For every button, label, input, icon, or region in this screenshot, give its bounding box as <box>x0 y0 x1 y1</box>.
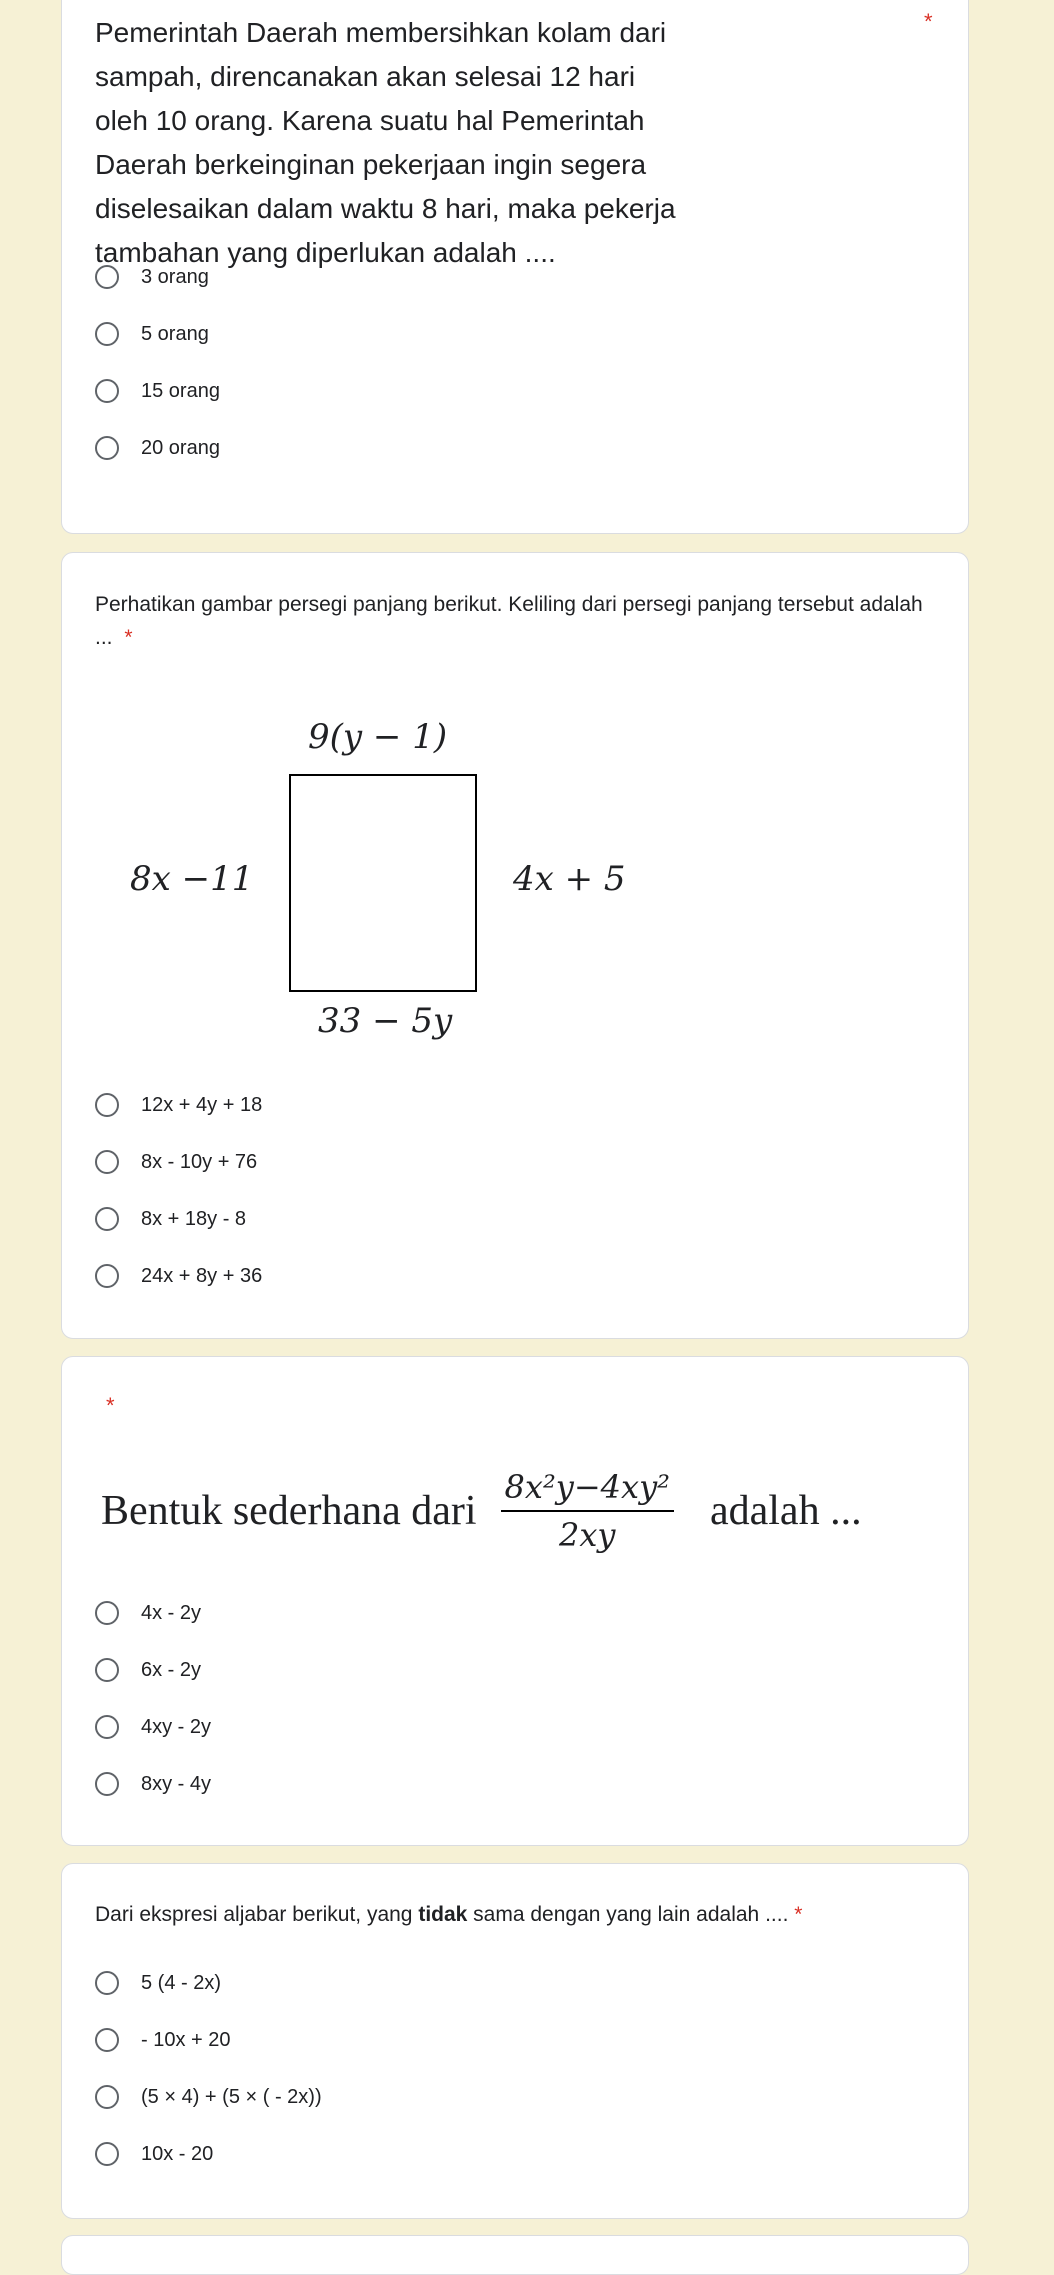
radio-button[interactable] <box>95 436 119 460</box>
option-d[interactable] <box>95 1256 262 1296</box>
option-15-orang[interactable] <box>95 371 220 411</box>
question-card-5 <box>61 2235 969 2275</box>
figure-bottom-label: 33 − 5y <box>318 1001 453 1041</box>
option-a[interactable] <box>95 1963 221 2003</box>
fraction <box>501 1468 674 1554</box>
radio-button[interactable] <box>95 1264 119 1288</box>
option-label: 8x + 18y - 8 <box>141 1207 247 1230</box>
question-card-2 <box>61 552 969 1339</box>
radio-button[interactable] <box>95 265 119 289</box>
option-c[interactable] <box>95 1199 246 1239</box>
question-3-text <box>101 1463 862 1559</box>
option-label: 4x - 2y <box>141 1601 202 1624</box>
rectangle-shape <box>289 774 477 992</box>
option-d[interactable] <box>95 1764 211 1804</box>
option-label: 3 orang <box>141 265 209 288</box>
radio-button[interactable] <box>95 322 119 346</box>
option-label: 24x + 8y + 36 <box>141 1264 263 1287</box>
question-3-prefix: Bentuk sederhana dari <box>101 1488 477 1534</box>
question-4-text <box>95 1898 955 1931</box>
option-b[interactable] <box>95 1650 201 1690</box>
fraction-denominator: 2xy <box>559 1516 616 1554</box>
radio-button[interactable] <box>95 379 119 403</box>
option-label: - 10x + 20 <box>141 2028 231 2051</box>
question-card-3 <box>61 1356 969 1846</box>
radio-button[interactable] <box>95 1658 119 1682</box>
figure-left-label: 8x −11 <box>130 859 254 899</box>
question-4-emphasis: tidak <box>418 1903 468 1926</box>
radio-button[interactable] <box>95 2142 119 2166</box>
radio-button[interactable] <box>95 1715 119 1739</box>
option-3-orang[interactable] <box>95 257 209 297</box>
option-label: 10x - 20 <box>141 2142 214 2165</box>
option-a[interactable] <box>95 1085 262 1125</box>
option-5-orang[interactable] <box>95 314 209 354</box>
radio-button[interactable] <box>95 1971 119 1995</box>
figure-right-label: 4x + 5 <box>513 859 626 899</box>
question-3-suffix: adalah ... <box>709 1488 862 1534</box>
radio-button[interactable] <box>95 1207 119 1231</box>
option-20-orang[interactable] <box>95 428 220 468</box>
question-1-text: Pemerintah Daerah membersihkan kolam dari sampah, direncanakan akan selesai 12 hari oleh 10 orang. Karena suatu hal Pemerintah Daerah berkeinginan pekerjaan ingin segera diselesaikan dalam waktu 8 hari, maka pekerja tambahan yang diperlukan adalah .... <box>95 17 676 268</box>
required-asterisk: * <box>794 1903 803 1926</box>
option-label: 15 orang <box>141 379 220 402</box>
option-c[interactable] <box>95 1707 211 1747</box>
option-label: 5 orang <box>141 322 209 345</box>
option-b[interactable] <box>95 2020 231 2060</box>
option-label: 8xy - 4y <box>141 1772 212 1795</box>
option-label: 6x - 2y <box>141 1658 202 1681</box>
radio-button[interactable] <box>95 1601 119 1625</box>
fraction-numerator: 8x²y−4xy² <box>501 1468 674 1512</box>
required-asterisk: * <box>924 9 933 34</box>
required-asterisk: * <box>124 626 133 649</box>
option-label: 20 orang <box>141 436 220 459</box>
question-4-text-before: Dari ekspresi aljabar berikut, yang <box>95 1903 419 1926</box>
radio-button[interactable] <box>95 1772 119 1796</box>
question-4-text-after: sama dengan yang lain adalah .... <box>467 1903 789 1926</box>
option-label: 12x + 4y + 18 <box>141 1093 263 1116</box>
radio-button[interactable] <box>95 1093 119 1117</box>
radio-button[interactable] <box>95 1150 119 1174</box>
radio-button[interactable] <box>95 2028 119 2052</box>
option-a[interactable] <box>95 1593 201 1633</box>
question-card-4 <box>61 1863 969 2219</box>
option-d[interactable] <box>95 2134 213 2174</box>
option-b[interactable] <box>95 1142 257 1182</box>
question-2-text <box>95 588 935 654</box>
option-label: 4xy - 2y <box>141 1715 212 1738</box>
option-c[interactable] <box>95 2077 322 2117</box>
question-card-1 <box>61 0 969 534</box>
radio-button[interactable] <box>95 2085 119 2109</box>
option-label: (5 × 4) + (5 × ( - 2x)) <box>141 2085 322 2108</box>
figure-top-label: 9(y − 1) <box>308 717 448 757</box>
option-label: 8x - 10y + 76 <box>141 1150 258 1173</box>
required-asterisk: * <box>106 1393 115 1418</box>
option-label: 5 (4 - 2x) <box>141 1971 222 1994</box>
question-2-label: Perhatikan gambar persegi panjang berikut. Keliling dari persegi panjang tersebut adalah ... <box>95 593 923 649</box>
